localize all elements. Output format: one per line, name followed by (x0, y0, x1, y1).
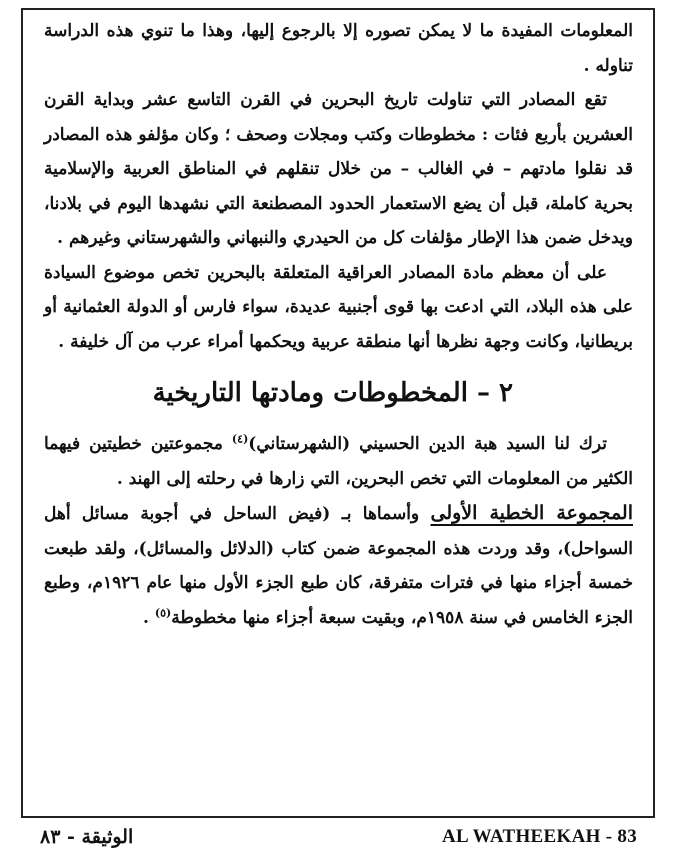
footnote-ref-5: (٥) (154, 605, 172, 619)
paragraph-5 (44, 496, 633, 635)
paragraph-4 (44, 427, 633, 496)
footer-arabic: الوثيقة - ٨٣ (40, 826, 134, 848)
paragraph-5-text: وأسماها بـ (فيض الساحل في أجوبة مسائل أهل السواحل)، وقد وردت هذه المجموعة ضمن كتاب (الدلائل والمسائل)، ولقد طبعت خمسة أجزاء منها في فترات متفرقة، كان طبع الجزء الأول منها عام ١٩٢٦م، وطبع الجزء الخامس في سنة ١٩٥٨م، وبقيت سبعة أجزاء منها مخطوطة (44, 504, 633, 628)
page-footer (40, 822, 637, 852)
article-body (44, 14, 633, 635)
section-heading: ٢ – المخطوطات ومادتها التاريخية (152, 378, 513, 408)
paragraph-5-end: . (143, 607, 155, 628)
paragraph-1: المعلومات المفيدة ما لا يمكن تصوره إلا بالرجوع إليها، وهذا ما تنوي هذه الدراسة تناوله . (44, 21, 633, 76)
paragraph-4-text-cont: مجموعتين خطيتين فيهما الكثير من المعلومات التي تخص البحرين، التي زارها في رحلته إلى الهند . (44, 434, 633, 489)
paragraph-3: على أن معظم مادة المصادر العراقية المتعلقة بالبحرين تخص موضوع السيادة على هذه البلاد، التي ادعت بها قوى أجنبية عديدة، سواء فارس أو الدولة العثمانية أو بريطانيا، وكانت وجهة نظرها أنها منطقة عربية ويحكمها أمراء عرب من آل خليفة . (44, 262, 633, 352)
underlined-term: المجموعة الخطية الأولى (430, 502, 633, 524)
paragraph-4-text: ترك لنا السيد هبة الدين الحسيني (الشهرستاني) (248, 434, 607, 454)
footnote-ref-4: (٤) (231, 432, 249, 446)
footer-english: AL WATHEEKAH - 83 (442, 826, 637, 847)
paragraph-2: تقع المصادر التي تناولت تاريخ البحرين في القرن التاسع عشر وبداية القرن العشرين بأربع فئات : مخطوطات وكتب ومجلات وصحف ؛ وكان مؤلفو هذه المصادر قد نقلوا مادتهم – في الغالب – من خلال تنقلهم في المناطق العربية والإسلامية بحرية كاملة، قبل أن يضع الاستعمار الحدود المصطنعة التي نشهدها اليوم في بلادنا، ويدخل ضمن هذا الإطار مؤلفات كل من الحيدري والنبهاني والشهرستاني وغيرهم . (44, 90, 633, 248)
